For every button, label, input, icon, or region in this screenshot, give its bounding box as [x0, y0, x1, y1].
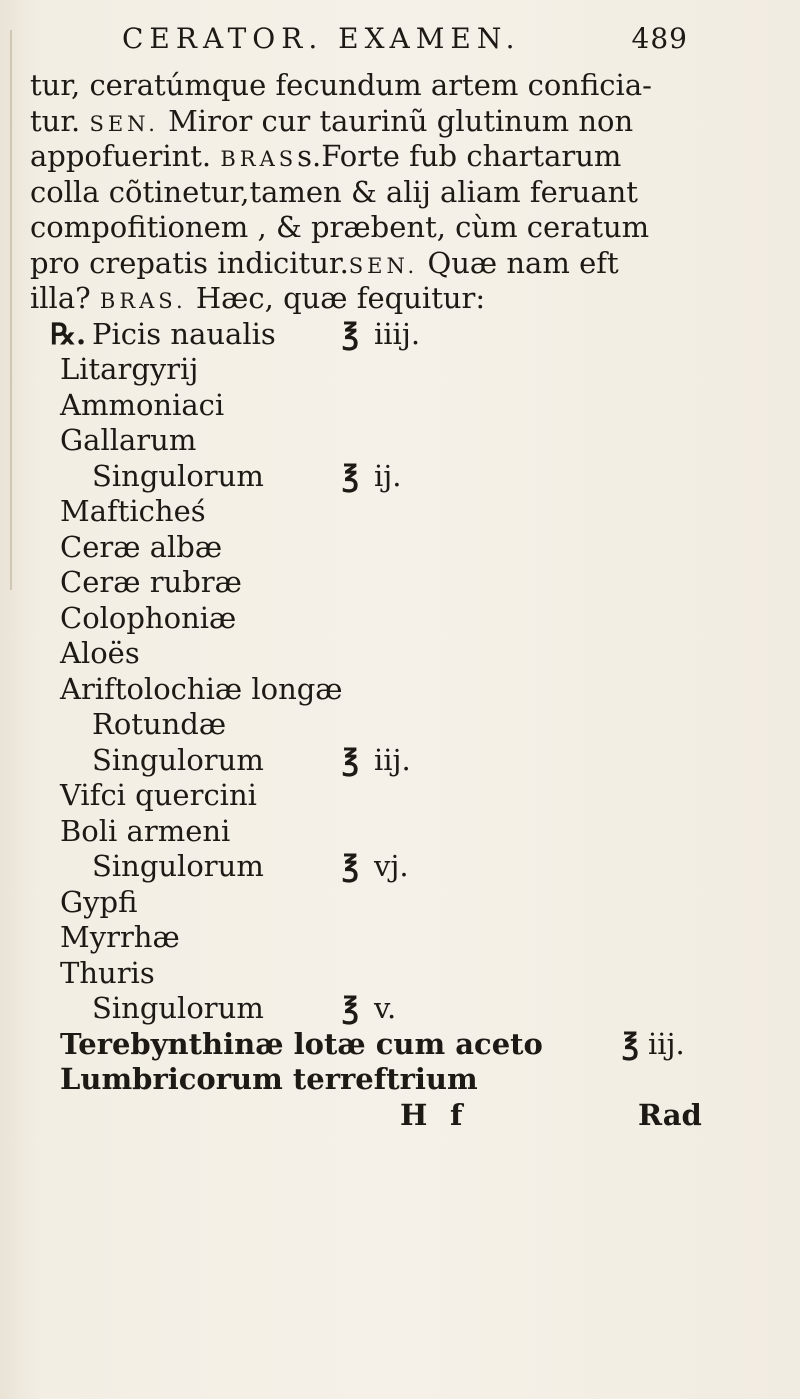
recipe-row: [30, 778, 780, 814]
speaker-name: SEN.: [348, 253, 419, 278]
speaker-name: BRAS: [220, 147, 298, 171]
ingredient-name: Rotundæ: [92, 707, 227, 741]
text-run: Miror cur taurinũ glutinum non: [158, 103, 634, 138]
recipe-row: [30, 956, 780, 992]
signature-number: f: [450, 1097, 463, 1132]
text-run: appofuerint.: [30, 139, 221, 173]
ingredient-name: Gallarum: [60, 423, 197, 457]
signature-mark: H: [400, 1097, 428, 1132]
recipe-row: [30, 317, 780, 353]
ingredient-name: Ceræ albæ: [60, 529, 223, 564]
ounce-sign: ℥: [342, 849, 359, 883]
text-run: Quæ nam eft: [418, 245, 619, 280]
ounce-sign: ℥: [342, 742, 359, 777]
running-head: [122, 22, 688, 62]
ounce-sign: ℥: [342, 991, 359, 1025]
catchline: [30, 1098, 780, 1134]
ounce-sign: ℥: [622, 1026, 639, 1061]
text-line: [30, 175, 780, 211]
text-run: compofitionem , & præbent, cùm ceratum: [30, 210, 650, 244]
ingredient-name: Ammoniaci: [60, 387, 225, 422]
ounce-sign: ℥: [342, 458, 359, 493]
ingredient-quantity: iiij.: [374, 316, 421, 351]
ingredient-name: Myrrhæ: [60, 920, 180, 954]
recipe-list: [30, 317, 780, 1098]
ingredient-quantity: iij.: [374, 742, 411, 777]
text-run: s.Forte fub chartarum: [297, 139, 622, 173]
text-run: illa?: [30, 281, 100, 315]
recipe-row: [30, 814, 780, 850]
ingredient-name: Singulorum: [92, 991, 264, 1025]
dialogue-paragraph: [30, 68, 780, 317]
recipe-row: [30, 636, 780, 672]
running-head-title: CERATOR. EXAMEN.: [122, 22, 521, 55]
text-run: tur, ceratúmque fecundum artem conficia-: [30, 68, 652, 102]
page-body: [30, 68, 780, 1133]
ingredient-name: Lumbricorum terreftrium: [60, 1062, 478, 1096]
ingredient-name: Terebynthinæ lotæ cum aceto: [60, 1026, 543, 1061]
recipe-row: [30, 743, 780, 779]
recipe-row: [30, 352, 780, 388]
ingredient-name: Ariftolochiæ longæ: [60, 671, 343, 706]
page-number: 489: [631, 22, 688, 55]
speaker-name: BRAS.: [99, 289, 187, 313]
text-run: pro crepatis indicitur.: [30, 245, 349, 280]
ingredient-name: Litargyrij: [60, 352, 199, 386]
ingredient-name: Colophoniæ: [60, 600, 237, 635]
ounce-sign: ℥: [342, 316, 359, 351]
binding-gutter-shadow: [10, 30, 12, 590]
ingredient-name: Ceræ rubræ: [60, 565, 242, 599]
recipe-row: [30, 459, 780, 495]
ingredient-name: Singulorum: [92, 458, 264, 493]
text-line: [30, 281, 780, 317]
ingredient-name: Thuris: [60, 955, 155, 990]
ingredient-name: Vifci quercini: [60, 778, 257, 812]
recipe-row: [30, 991, 780, 1027]
recipe-row: [30, 920, 780, 956]
ingredient-quantity: iij.: [648, 1026, 685, 1061]
text-line: [30, 104, 780, 140]
recipe-row: [30, 707, 780, 743]
ingredient-quantity: ij.: [374, 458, 402, 493]
recipe-row: [30, 388, 780, 424]
text-line: [30, 68, 780, 104]
catchword: Rad: [638, 1097, 702, 1132]
text-run: tur.: [30, 103, 90, 138]
ingredient-name: Picis naualis: [92, 316, 276, 351]
recipe-row: [30, 1062, 780, 1098]
recipe-row: [30, 1027, 780, 1063]
recipe-row: [30, 601, 780, 637]
ingredient-quantity: vj.: [374, 849, 409, 883]
text-run: colla cõtinetur,tamen & alij aliam feruant: [30, 174, 638, 209]
ingredient-quantity: v.: [374, 991, 397, 1025]
ingredient-name: Gypfi: [60, 884, 138, 919]
text-line: [30, 139, 780, 175]
recipe-row: [30, 565, 780, 601]
speaker-name: SEN.: [89, 111, 159, 136]
ingredient-name: Aloës: [60, 636, 140, 670]
recipe-row: [30, 530, 780, 566]
ingredient-name: Mafticheś: [60, 494, 206, 528]
recipe-row: [30, 423, 780, 459]
text-run: Hæc, quæ fequitur:: [186, 281, 486, 315]
recipe-symbol: ℞.: [50, 316, 87, 351]
ingredient-name: Singulorum: [92, 742, 264, 777]
text-line: [30, 210, 780, 246]
recipe-row: [30, 494, 780, 530]
text-line: [30, 246, 780, 282]
ingredient-name: Boli armeni: [60, 813, 231, 848]
recipe-row: [30, 885, 780, 921]
recipe-row: [30, 672, 780, 708]
ingredient-name: Singulorum: [92, 849, 264, 883]
recipe-row: [30, 849, 780, 885]
